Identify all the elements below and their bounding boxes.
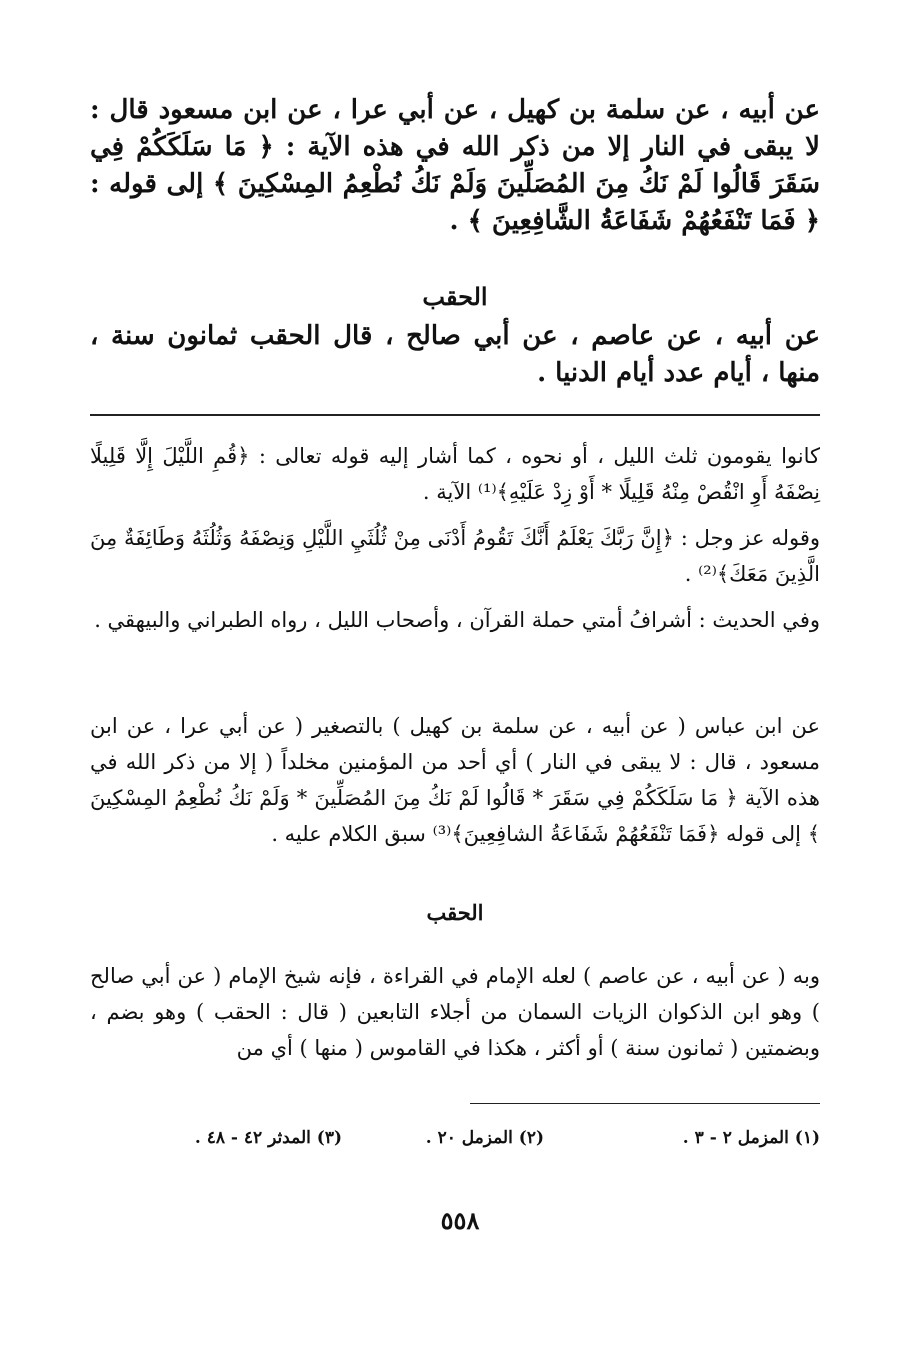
commentary-paragraph-3: وفي الحديث : أشرافُ أمتي حملة القرآن ، وأصحاب الليل ، رواه الطبراني والبيهقي . — [94, 608, 820, 632]
commentary-paragraph-2: وقوله عز وجل : ﴿إِنَّ رَبَّكَ يَعْلَمُ أَنَّكَ تَقُومُ أَدْنَى مِنْ ثُلُثَيِ اللَّيْلِ وَنِصْفَهُ وَثُلُثَهُ وَطَائِفَةٌ مِنَ الَّذِينَ مَعَكَ﴾⁽²⁾ . — [90, 526, 820, 586]
commentary-paragraph-1: كانوا يقومون ثلث الليل ، أو نحوه ، كما أشار إليه قوله تعالى : ﴿قُمِ اللَّيْلَ إِلَّا قَلِيلًا نِصْفَهُ أَوِ انْقُصْ مِنْهُ قَلِيلًا * أَوْ زِدْ عَلَيْهِ﴾⁽¹⁾ الآية . — [90, 444, 820, 504]
commentary-paragraph-4: عن ابن عباس ( عن أبيه ، عن سلمة بن كهيل ) بالتصغير ( عن أبي عرا ، عن ابن مسعود ، قال : لا يبقى في النار ) أي أحد من المؤمنين مخلداً ( إلا من ذكر الله في هذه الآية ﴿ مَا سَلَكَكُمْ فِي سَقَرَ * قَالُوا لَمْ نَكُ مِنَ المُصَلِّينَ * وَلَمْ نَكُ نُطْعِمُ المِسْكِينَ ﴾ إلى قوله ﴿فَمَا تَنْفَعُهُمْ شَفَاعَةُ الشافِعِينَ﴾⁽³⁾ سبق الكلام عليه . — [90, 714, 820, 846]
main-paragraph-2: عن أبيه ، عن عاصم ، عن أبي صالح ، قال الحقب ثمانون سنة ، منها ، أيام عدد أيام الدنيا . — [90, 321, 820, 388]
footnote-1: (١) المزمل ٢ - ٣ . — [682, 1128, 820, 1148]
commentary-block-1 — [90, 438, 820, 638]
main-text-divider — [90, 414, 820, 416]
main-text-paragraph-2-wrap — [90, 318, 820, 392]
footnote-3: (٣) المدثر ٤٢ - ٤٨ . — [194, 1128, 342, 1148]
footnote-2: (٢) المزمل ٢٠ . — [425, 1128, 544, 1148]
commentary-section-heading: الحقب — [426, 900, 484, 925]
main-paragraph-1: عن أبيه ، عن سلمة بن كهيل ، عن أبي عرا ، عن ابن مسعود قال : لا يبقى في النار إلا من ذكر الله في هذه الآية : ﴿ مَا سَلَكَكُمْ فِي سَقَرَ قَالُوا لَمْ نَكُ مِنَ المُصَلِّينَ وَلَمْ نَكُ نُطْعِمُ المِسْكِينَ ﴾ إلى قوله : ﴿ فَمَا تَنْفَعُهُمْ شَفَاعَةُ الشَّافِعِينَ ﴾ . — [90, 95, 820, 236]
footnote-divider — [470, 1103, 820, 1104]
commentary-block-2 — [90, 708, 820, 852]
commentary-paragraph-5: وبه ( عن أبيه ، عن عاصم ) لعله الإمام في القراءة ، فإنه شيخ الإمام ( عن أبي صالح ) وهو ابن الذكوان الزيات السمان من أجلاء التابعين ( قال : الحقب ) وهو بضم ، وبضمتين ( ثمانون سنة ) أو أكثر ، هكذا في القاموس ( منها ) أي من — [90, 964, 820, 1060]
commentary-block-3 — [90, 958, 820, 1066]
main-text-paragraph — [90, 92, 820, 240]
main-section-heading: الحقب — [422, 282, 488, 311]
page-number: ٥٥٨ — [440, 1206, 480, 1235]
